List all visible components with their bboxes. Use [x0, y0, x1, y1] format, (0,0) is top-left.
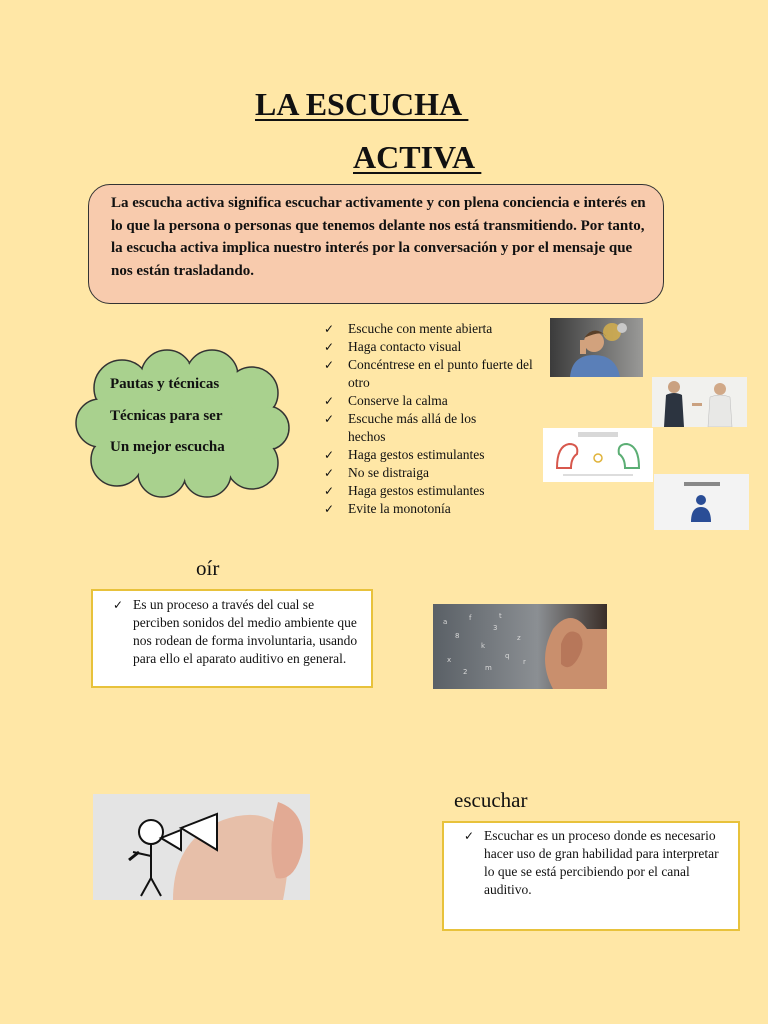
list-item: ✓ Escuche más allá de los hechos: [324, 411, 477, 444]
list-item: ✓ Escuche con mente abierta: [324, 321, 493, 336]
check-icon: ✓: [324, 322, 335, 336]
cloud-line-3: Un mejor escucha: [110, 439, 225, 455]
svg-text:q: q: [505, 652, 510, 660]
check-icon: ✓: [324, 340, 335, 354]
svg-text:2: 2: [463, 668, 468, 676]
escuchar-definition-box: [442, 821, 740, 931]
svg-text:x: x: [447, 656, 452, 664]
check-icon: ✓: [464, 829, 475, 843]
list-item: ✓ Haga gestos estimulantes: [324, 447, 485, 462]
list-item: ✓ Concéntrese en el punto fuerte del otro: [324, 357, 533, 390]
svg-text:z: z: [517, 634, 521, 642]
svg-text:r: r: [523, 658, 526, 666]
check-icon: ✓: [324, 394, 335, 408]
check-icon: ✓: [324, 484, 335, 498]
svg-text:k: k: [481, 642, 486, 650]
section-label-escuchar: escuchar: [454, 788, 528, 812]
definition-box: [88, 184, 664, 304]
svg-text:m: m: [485, 664, 492, 672]
svg-text:t: t: [499, 612, 502, 620]
oir-definition-box: [91, 589, 373, 688]
check-icon: ✓: [324, 358, 335, 372]
tips-checklist: [324, 320, 552, 518]
check-icon: ✓: [324, 412, 335, 426]
definition-text: La escucha activa significa escuchar activamente y con plena conciencia e interés en lo que la persona o personas que tenemos delante nos está transmitiendo. Por tanto, la escucha activa implica nuestro interés por la conversación y por el mensaje que nos están trasladando.: [111, 195, 646, 279]
ear-letters-photo: [433, 604, 607, 689]
megaphone-ear-photo: [93, 794, 310, 900]
page-title-line-1: LA ESCUCHA: [255, 86, 469, 122]
svg-text:8: 8: [455, 632, 460, 640]
check-icon: ✓: [113, 598, 124, 612]
escuchar-definition-text: Escuchar es un proceso donde es necesario hacer uso de gran habilidad para interpretar lo que se está percibiendo por el canal auditivo.: [484, 828, 719, 897]
list-item: ✓ Evite la monotonía: [324, 501, 451, 516]
list-item: ✓ Haga gestos estimulantes: [324, 483, 485, 498]
cloud-line-1: Pautas y técnicas: [110, 376, 220, 392]
svg-text:f: f: [469, 614, 472, 622]
list-item: ✓ No se distraiga: [324, 465, 429, 480]
list-item: ✓ Conserve la calma: [324, 393, 448, 408]
conversation-photo: [652, 377, 747, 427]
person-icon-photo: [654, 474, 749, 530]
check-icon: ✓: [324, 466, 335, 480]
list-item: ✓ Haga contacto visual: [324, 339, 462, 354]
section-label-oir: oír: [196, 556, 220, 580]
page-title-line-2: ACTIVA: [353, 139, 482, 175]
cloud-line-2: Técnicas para ser: [110, 408, 223, 424]
svg-text:3: 3: [493, 624, 498, 632]
svg-text:a: a: [443, 618, 448, 626]
oir-definition-text: Es un proceso a través del cual se perciben sonidos del medio ambiente que nos rodean de forma involuntaria, usando para ello el aparato auditivo en general.: [133, 597, 358, 666]
check-icon: ✓: [324, 448, 335, 462]
check-icon: ✓: [324, 502, 335, 516]
thinking-man-photo: [550, 318, 643, 377]
illustration-photo: [543, 428, 653, 482]
